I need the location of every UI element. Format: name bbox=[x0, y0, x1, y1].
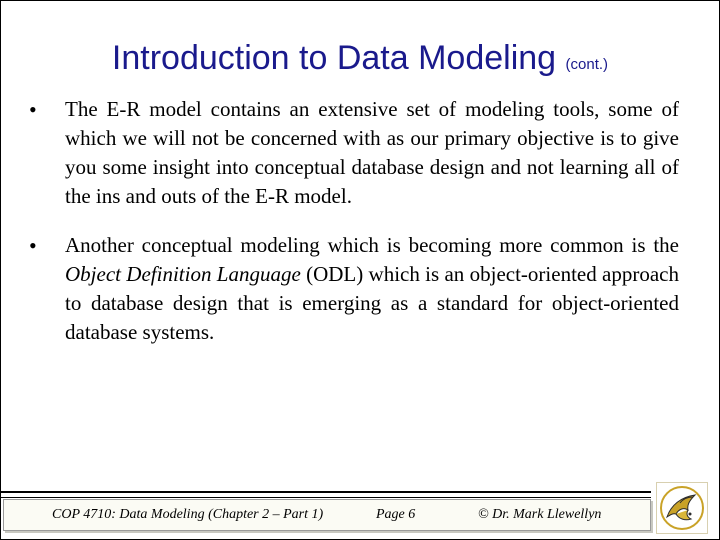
bullet-list bbox=[29, 95, 679, 367]
bullet-item bbox=[29, 231, 679, 347]
logo-graphic bbox=[657, 483, 707, 533]
bullet-marker: • bbox=[29, 97, 37, 122]
bullet-text-emphasis: Object Definition Language bbox=[65, 262, 301, 286]
slide-title-suffix: (cont.) bbox=[565, 56, 609, 73]
bullet-item bbox=[29, 95, 679, 211]
bullet-text bbox=[65, 231, 679, 347]
slide-title bbox=[1, 39, 719, 78]
footer-page-number: Page 6 bbox=[376, 507, 416, 522]
footer-bar bbox=[3, 499, 651, 531]
footer-author: © Dr. Mark Llewellyn bbox=[478, 507, 602, 522]
footer-divider bbox=[1, 491, 651, 498]
footer-course: COP 4710: Data Modeling (Chapter 2 – Part 1) bbox=[52, 507, 324, 522]
ucf-pegasus-logo-icon bbox=[656, 482, 708, 534]
slide-title-main: Introduction to Data Modeling bbox=[111, 39, 557, 77]
bullet-text-plain-continued: (ODL) which is an object-oriented approach to database design that is emerging as a standard for object-oriented database systems. bbox=[65, 262, 679, 344]
bullet-text-plain: Another conceptual modeling which is becoming more common is the bbox=[65, 233, 679, 257]
bullet-text bbox=[65, 95, 679, 211]
bullet-text-plain: The E-R model contains an extensive set of modeling tools, some of which we will not be concerned with as our primary objective is to give you some insight into conceptual database design and not learning all of the ins and outs of the E-R model. bbox=[65, 97, 679, 208]
bullet-marker: • bbox=[29, 233, 37, 258]
